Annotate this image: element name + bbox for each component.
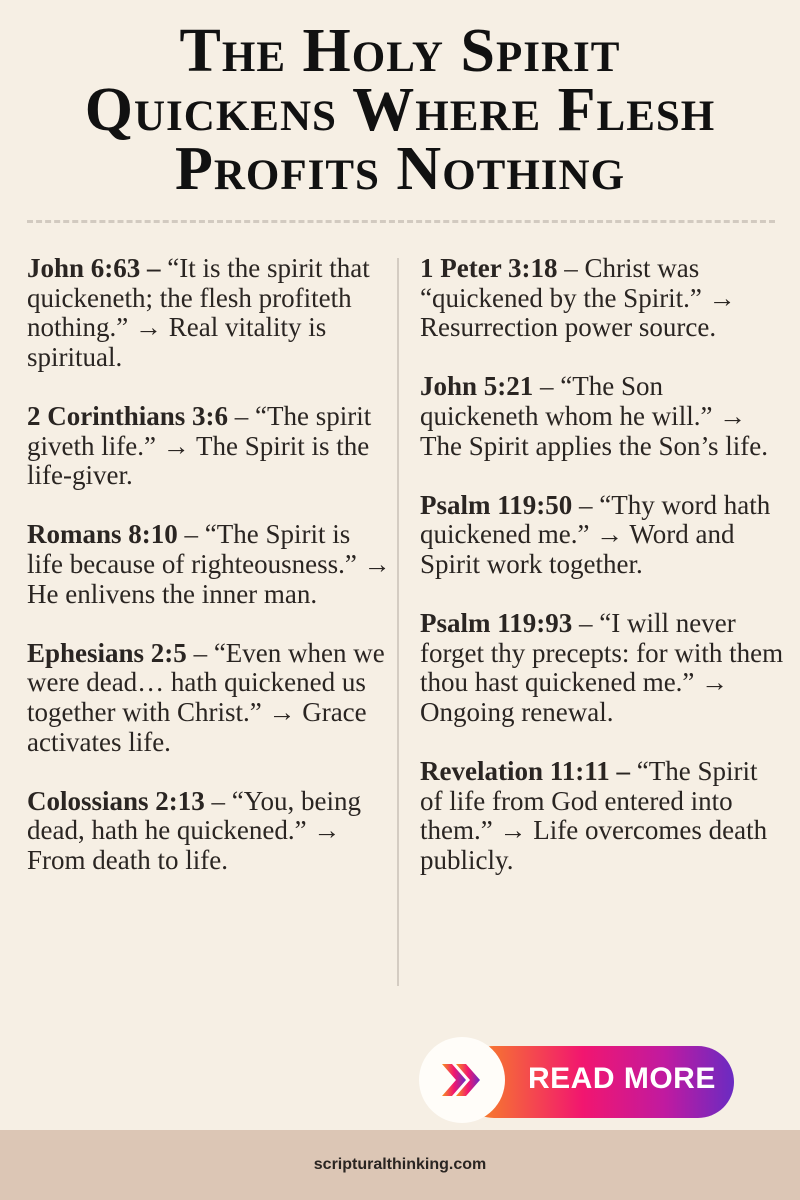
dashed-divider xyxy=(27,220,775,223)
verse-text: – “Even when we were dead… hath quickened us together with Christ.” → Grace activates life. xyxy=(27,637,385,757)
page-title xyxy=(0,17,800,203)
title-line: The Holy Spirit xyxy=(179,17,621,85)
verse-text: – “You, being dead, hath he quickened.” → From death to life. xyxy=(27,785,362,875)
verse-reference: Ephesians 2:5 xyxy=(27,637,187,668)
title-line: Profits Nothing xyxy=(174,135,626,203)
verse-text: – “Thy word hath quickened me.” → Word and Spirit work together. xyxy=(420,489,771,579)
verse-text: – “The Son quickeneth whom he will.” → The Spirit applies the Son’s life. xyxy=(420,371,768,461)
verse-entry xyxy=(27,254,392,372)
verse-entry xyxy=(420,491,785,580)
left-column xyxy=(27,254,392,905)
verse-entry xyxy=(420,609,785,727)
verse-entry xyxy=(27,520,392,609)
verse-reference: Psalm 119:93 xyxy=(420,608,573,639)
verse-text: – “I will never forget thy precepts: for with them thou hast quickened me.” → Ongoing renewal. xyxy=(420,608,784,727)
verse-reference: Psalm 119:50 xyxy=(420,489,573,520)
verse-entry xyxy=(420,757,785,875)
verse-text: – “The Spirit is life because of righteousness.” → He enlivens the inner man. xyxy=(27,519,391,609)
verse-reference: 1 Peter 3:18 xyxy=(420,253,558,283)
verse-text: “It is the spirit that quickeneth; the flesh profiteth nothing.” → Real vitality is spiritual. xyxy=(27,253,370,372)
verse-entry xyxy=(420,372,785,461)
read-more-label[interactable]: READ MORE xyxy=(528,1062,716,1095)
right-column xyxy=(420,254,785,905)
verse-entry xyxy=(27,402,392,491)
verse-entry xyxy=(27,639,392,757)
title-line: Quickens Where Flesh xyxy=(84,76,716,144)
verse-reference: John 6:63 – xyxy=(27,253,161,283)
double-chevron-right-icon[interactable] xyxy=(419,1037,505,1123)
verse-text: “The Spirit of life from God entered into them.” → Life overcomes death publicly. xyxy=(420,756,768,875)
verse-reference: John 5:21 xyxy=(420,371,534,402)
verse-reference: 2 Corinthians 3:6 xyxy=(27,400,229,431)
verse-reference: Romans 8:10 xyxy=(27,519,178,550)
verse-reference: Revelation 11:11 – xyxy=(420,756,630,787)
verse-entry xyxy=(27,787,392,876)
verse-entry xyxy=(420,254,785,343)
verse-text: – Christ was “quickened by the Spirit.” → Resurrection power source. xyxy=(420,253,736,343)
verse-reference: Colossians 2:13 xyxy=(27,785,205,816)
verse-text: – “The spirit giveth life.” → The Spirit is the life-giver. xyxy=(27,400,372,491)
column-divider xyxy=(397,258,399,986)
footer-site-link[interactable]: scripturalthinking.com xyxy=(313,1156,487,1173)
